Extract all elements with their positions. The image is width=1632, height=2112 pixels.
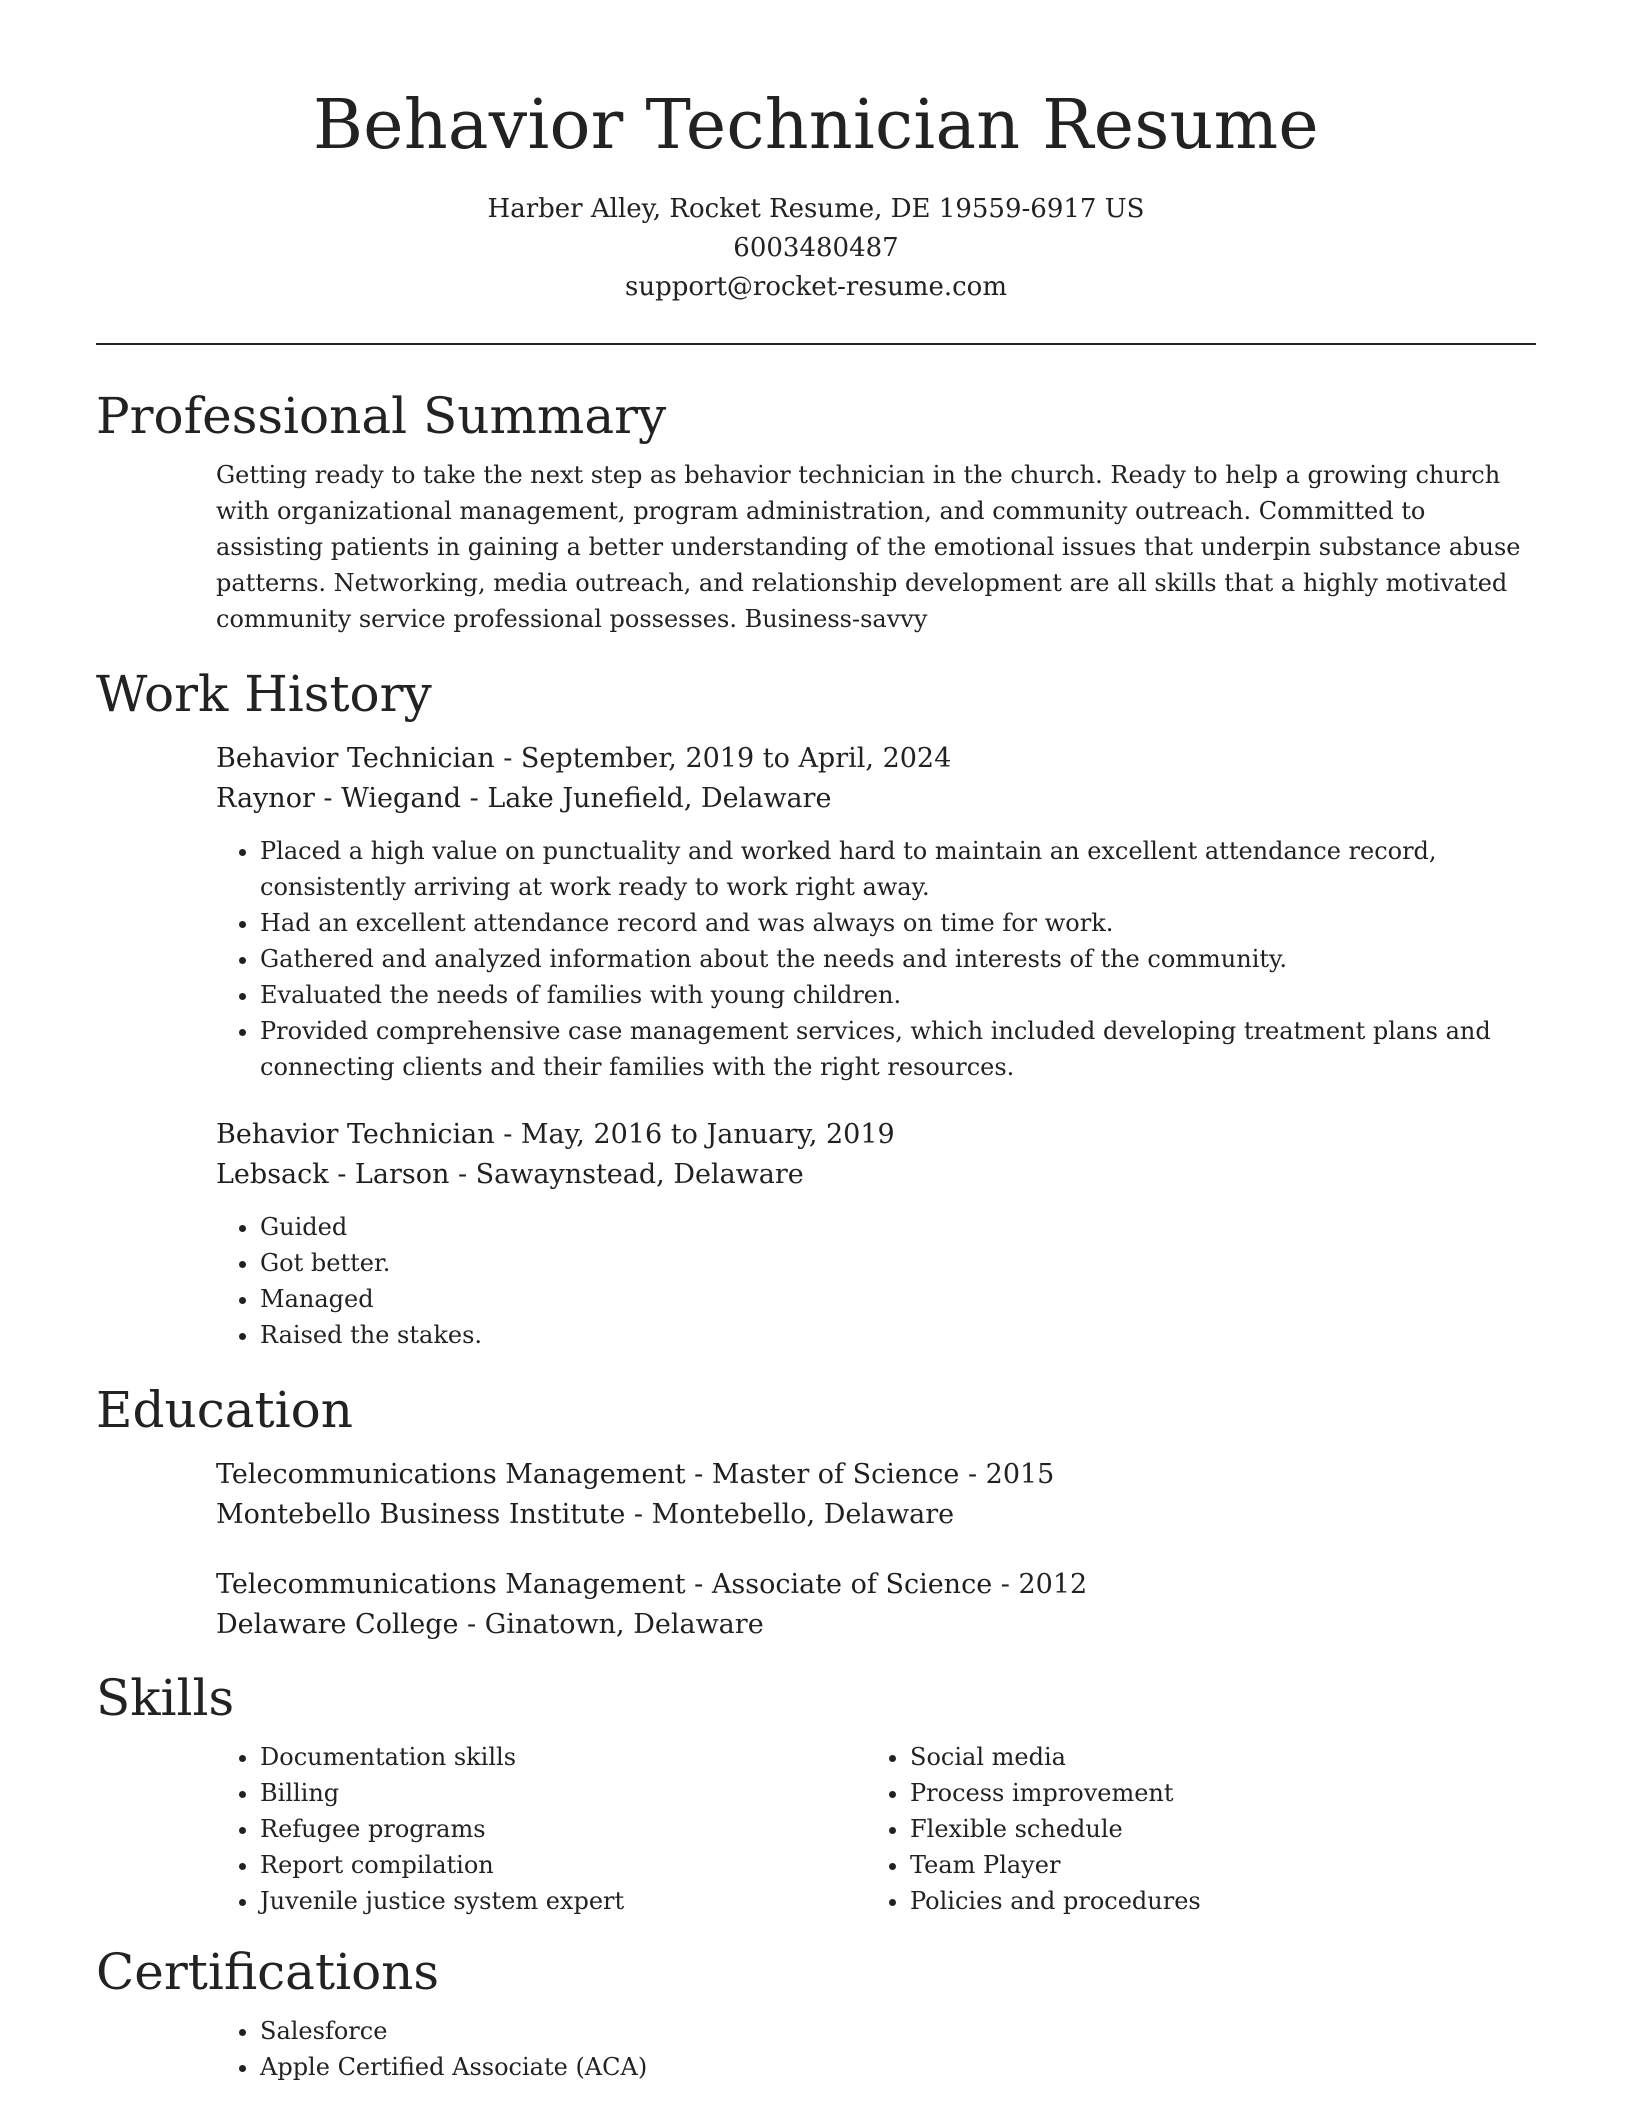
list-item: • Salesforce <box>260 2013 1536 2049</box>
list-item: • Report compilation <box>260 1847 866 1883</box>
school-name: Montebello Business Institute <box>216 1499 626 1530</box>
list-item: • Raised the stakes. <box>260 1317 1536 1353</box>
list-item: • Juvenile justice system expert <box>260 1883 866 1919</box>
contact-address: Harber Alley, Rocket Resume, DE 19559-6917 US <box>487 194 1145 224</box>
degree-name: Telecommunications Management - Master of Science <box>216 1459 960 1490</box>
contact-phone: 6003480487 <box>733 233 899 263</box>
list-item: • Documentation skills <box>260 1739 866 1775</box>
job-title-line <box>216 1115 1536 1155</box>
skills-column-left <box>216 1739 866 1919</box>
header-divider <box>96 343 1536 345</box>
certifications-heading: Certifications <box>96 1943 440 2001</box>
list-item: • Gathered and analyzed information about the needs and interests of the community. <box>260 941 1536 977</box>
job-entry <box>216 1115 1536 1353</box>
education-entry <box>216 1565 1536 1645</box>
job-entry <box>216 739 1536 1085</box>
job-company: Raynor - Wiegand <box>216 783 462 814</box>
degree-line <box>216 1455 1536 1495</box>
school-line <box>216 1605 1536 1645</box>
list-item: • Apple Certified Associate (ACA) <box>260 2049 1536 2085</box>
list-item: • Policies and procedures <box>910 1883 1516 1919</box>
page-title: Behavior Technician Resume <box>313 86 1319 165</box>
list-item: • Guided <box>260 1209 1536 1245</box>
job-dates: - May, 2016 to January, 2019 <box>494 1119 895 1150</box>
education-heading: Education <box>96 1381 353 1439</box>
skills-list <box>866 1739 1516 1919</box>
list-item: • Social media <box>910 1739 1516 1775</box>
education-entry <box>216 1455 1536 1535</box>
job-title: Behavior Technician <box>216 743 495 774</box>
list-item: • Had an excellent attendance record and was always on time for work. <box>260 905 1536 941</box>
certifications-list <box>216 2013 1536 2085</box>
skills-columns <box>216 1739 1536 1919</box>
degree-name: Telecommunications Management - Associate of Science <box>216 1569 993 1600</box>
job-location: - Sawaynstead, Delaware <box>449 1159 804 1190</box>
work-history-section <box>96 739 1536 1353</box>
job-company-line <box>216 779 1536 819</box>
job-company-line <box>216 1155 1536 1195</box>
job-location: - Lake Junefield, Delaware <box>461 783 832 814</box>
list-item: • Provided comprehensive case management services, which included developing treatment plans and connecting clients and their families with the right resources. <box>260 1013 1536 1085</box>
degree-year: - 2012 <box>992 1569 1088 1600</box>
school-name: Delaware College <box>216 1609 459 1640</box>
list-item: • Flexible schedule <box>910 1811 1516 1847</box>
list-item: • Team Player <box>910 1847 1516 1883</box>
skills-section <box>96 1739 1536 1919</box>
skills-column-right <box>866 1739 1516 1919</box>
school-location: - Ginatown, Delaware <box>458 1609 764 1640</box>
job-duties-list <box>216 1209 1536 1353</box>
job-dates: - September, 2019 to April, 2024 <box>494 743 952 774</box>
job-company: Lebsack - Larson <box>216 1159 450 1190</box>
degree-year: - 2015 <box>959 1459 1055 1490</box>
list-item: • Managed <box>260 1281 1536 1317</box>
summary-heading: Professional Summary <box>96 387 667 445</box>
degree-line <box>216 1565 1536 1605</box>
school-location: - Montebello, Delaware <box>625 1499 955 1530</box>
list-item: • Process improvement <box>910 1775 1516 1811</box>
list-item: • Got better. <box>260 1245 1536 1281</box>
job-duties-list <box>216 833 1536 1085</box>
summary-section <box>96 457 1536 637</box>
list-item: • Refugee programs <box>260 1811 866 1847</box>
education-section <box>96 1455 1536 1645</box>
job-title-line <box>216 739 1536 779</box>
school-line <box>216 1495 1536 1535</box>
list-item: • Placed a high value on punctuality and worked hard to maintain an excellent attendance record, consistently arriving at work ready to work right away. <box>260 833 1536 905</box>
summary-text: Getting ready to take the next step as behavior technician in the church. Ready to help a growing church with organizational management, program administration, and community outreach. Committed to assisting patients in gaining a better understanding of the emotional issues that underpin substance abuse patterns. Networking, media outreach, and relationship development are all skills that a highly motivated community service professional possesses. Business-savvy <box>216 461 1521 633</box>
list-item: • Evaluated the needs of families with young children. <box>260 977 1536 1013</box>
contact-email: support@rocket-resume.com <box>624 272 1007 302</box>
job-title: Behavior Technician <box>216 1119 495 1150</box>
list-item: • Billing <box>260 1775 866 1811</box>
work-history-heading: Work History <box>96 665 432 723</box>
certifications-section <box>96 2013 1536 2085</box>
skills-heading: Skills <box>96 1669 235 1727</box>
skills-list <box>216 1739 866 1919</box>
contact-block <box>96 190 1536 307</box>
